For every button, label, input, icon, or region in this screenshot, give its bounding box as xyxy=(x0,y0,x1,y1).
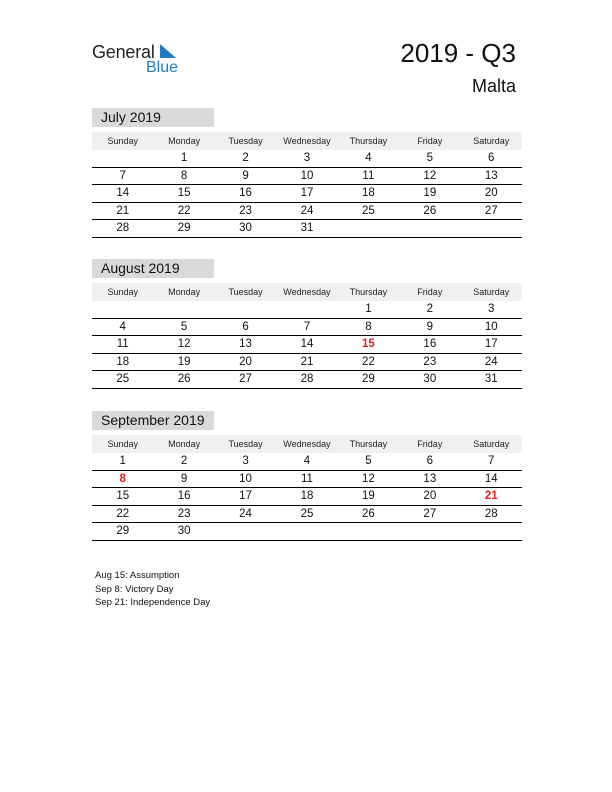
day-cell xyxy=(215,523,276,540)
weekday-name: Wednesday xyxy=(283,136,331,146)
day-cell: 5 xyxy=(426,152,434,164)
day-cell xyxy=(276,301,337,318)
day-cell xyxy=(461,523,522,540)
day-cell xyxy=(92,301,153,318)
weekday-name: Friday xyxy=(417,287,443,297)
weekday-name: Friday xyxy=(417,136,443,146)
day-cell: 2 xyxy=(180,455,188,467)
day-cell: 10 xyxy=(239,472,252,485)
holiday-day-cell: 15 xyxy=(362,338,375,350)
day-cell: 19 xyxy=(423,187,437,199)
weekday-name: Wednesday xyxy=(283,439,331,449)
day-cell: 9 xyxy=(426,320,434,333)
week-row xyxy=(92,471,522,489)
day-cell: 3 xyxy=(242,455,249,467)
week-row xyxy=(92,523,522,541)
day-cell: 28 xyxy=(484,507,498,520)
day-cell: 30 xyxy=(177,525,191,537)
day-cell: 20 xyxy=(484,187,498,199)
day-cell: 7 xyxy=(303,320,311,333)
day-cell: 3 xyxy=(488,303,495,315)
week-row xyxy=(92,319,522,337)
day-cell: 4 xyxy=(119,320,126,333)
day-cell: 14 xyxy=(116,187,130,199)
day-cell: 23 xyxy=(423,355,437,368)
day-cell: 17 xyxy=(239,490,252,502)
week-row xyxy=(92,150,522,168)
day-cell: 19 xyxy=(177,355,191,368)
day-cell xyxy=(153,301,214,318)
month-block xyxy=(92,411,522,541)
day-cell: 2 xyxy=(426,303,434,315)
day-cell: 4 xyxy=(303,455,311,467)
day-cell: 8 xyxy=(365,320,372,333)
weekday-name: Saturday xyxy=(473,439,510,449)
weekday-name: Tuesday xyxy=(228,287,263,297)
day-cell: 22 xyxy=(116,507,130,520)
day-cell xyxy=(338,523,399,540)
weekday-name: Monday xyxy=(168,136,201,146)
day-cell: 15 xyxy=(177,187,191,199)
weekday-name: Sunday xyxy=(107,439,138,449)
day-cell: 27 xyxy=(484,204,498,217)
day-cell: 13 xyxy=(423,472,437,485)
day-cell: 11 xyxy=(116,338,129,350)
logo-word-general: General xyxy=(92,42,155,62)
day-cell: 18 xyxy=(300,490,314,502)
day-cell: 24 xyxy=(239,507,252,520)
day-cell: 1 xyxy=(365,303,372,315)
week-row xyxy=(92,354,522,372)
day-cell: 2 xyxy=(242,152,249,164)
weekday-header-row xyxy=(92,435,522,453)
day-cell: 13 xyxy=(239,338,252,350)
day-cell: 11 xyxy=(362,169,375,182)
weekday-name: Thursday xyxy=(349,287,388,297)
month-title: July 2019 xyxy=(92,108,214,127)
month-block xyxy=(92,108,522,238)
month-block xyxy=(92,259,522,389)
day-cell: 26 xyxy=(362,507,375,520)
day-cell: 28 xyxy=(116,222,130,234)
day-cell: 28 xyxy=(300,373,314,385)
day-cell: 18 xyxy=(116,355,130,368)
country-name: Malta xyxy=(471,76,516,96)
day-cell xyxy=(276,523,337,540)
holiday-note: Sep 8: Victory Day xyxy=(95,583,174,595)
day-cell xyxy=(215,301,276,318)
weekday-name: Wednesday xyxy=(283,287,331,297)
day-cell: 3 xyxy=(303,152,311,164)
day-cell: 9 xyxy=(180,472,188,485)
day-cell: 4 xyxy=(365,152,372,164)
day-cell: 6 xyxy=(426,455,434,467)
day-cell xyxy=(92,150,153,167)
day-cell: 7 xyxy=(119,169,126,182)
weekday-name: Tuesday xyxy=(228,136,263,146)
day-cell: 18 xyxy=(362,187,375,199)
day-cell: 16 xyxy=(239,187,252,199)
day-cell: 26 xyxy=(423,204,437,217)
weekday-name: Thursday xyxy=(349,439,388,449)
day-cell xyxy=(461,220,522,237)
day-cell: 10 xyxy=(484,320,498,333)
holiday-notes xyxy=(95,569,210,610)
page-title: 2019 - Q3 xyxy=(400,38,516,68)
day-cell: 24 xyxy=(484,355,498,368)
day-cell: 12 xyxy=(177,338,191,350)
day-cell xyxy=(399,220,460,237)
day-cell: 12 xyxy=(362,472,375,485)
day-cell xyxy=(399,523,460,540)
day-cell: 20 xyxy=(239,355,252,368)
day-cell: 22 xyxy=(177,204,191,217)
logo-triangle-icon xyxy=(160,44,176,58)
weekday-name: Monday xyxy=(168,439,201,449)
holiday-note: Aug 15: Assumption xyxy=(95,570,180,581)
holiday-day-cell: 8 xyxy=(119,472,126,485)
day-cell: 25 xyxy=(362,204,375,217)
day-cell: 5 xyxy=(365,455,372,467)
day-cell: 22 xyxy=(362,355,375,368)
holiday-day-cell: 21 xyxy=(484,490,498,502)
day-cell: 26 xyxy=(177,373,191,385)
day-cell: 29 xyxy=(177,222,191,234)
day-cell: 31 xyxy=(300,222,314,234)
day-cell: 13 xyxy=(484,169,498,182)
day-cell: 5 xyxy=(180,320,188,333)
day-cell: 24 xyxy=(300,204,314,217)
day-cell xyxy=(338,220,399,237)
week-row xyxy=(92,203,522,221)
weekday-name: Thursday xyxy=(349,136,388,146)
weekday-name: Tuesday xyxy=(228,439,263,449)
week-row xyxy=(92,488,522,506)
day-cell: 1 xyxy=(180,152,188,164)
day-cell: 1 xyxy=(119,455,126,467)
day-cell: 25 xyxy=(300,507,314,520)
day-cell: 9 xyxy=(242,169,249,182)
day-cell: 31 xyxy=(484,373,498,385)
day-cell: 8 xyxy=(180,169,188,182)
day-cell: 17 xyxy=(300,187,314,199)
week-row xyxy=(92,506,522,524)
logo-word-blue: Blue xyxy=(146,59,179,76)
weekday-name: Sunday xyxy=(107,287,138,297)
day-cell: 6 xyxy=(488,152,495,164)
day-cell: 23 xyxy=(177,507,191,520)
week-row xyxy=(92,185,522,203)
weekday-header-row xyxy=(92,283,522,301)
weekday-name: Sunday xyxy=(107,136,138,146)
day-cell: 10 xyxy=(300,169,314,182)
week-row xyxy=(92,453,522,471)
day-cell: 30 xyxy=(239,222,252,234)
day-cell: 6 xyxy=(242,320,249,333)
month-title: September 2019 xyxy=(92,411,214,430)
day-cell: 7 xyxy=(488,455,495,467)
weekday-name: Saturday xyxy=(473,136,510,146)
week-row xyxy=(92,336,522,354)
month-title: August 2019 xyxy=(92,259,214,278)
day-cell: 17 xyxy=(484,338,498,350)
day-cell: 21 xyxy=(116,204,130,217)
day-cell: 16 xyxy=(177,490,191,502)
day-cell: 14 xyxy=(300,338,314,350)
day-cell: 29 xyxy=(116,525,130,537)
day-cell: 25 xyxy=(116,373,130,385)
day-cell: 12 xyxy=(423,169,437,182)
day-cell: 23 xyxy=(239,204,252,217)
day-cell: 15 xyxy=(116,490,130,502)
day-cell: 27 xyxy=(239,373,252,385)
weekday-name: Saturday xyxy=(473,287,510,297)
day-cell: 19 xyxy=(362,490,375,502)
week-row xyxy=(92,220,522,238)
day-cell: 21 xyxy=(300,355,314,368)
day-cell: 11 xyxy=(301,472,313,485)
week-row xyxy=(92,168,522,186)
day-cell: 16 xyxy=(423,338,437,350)
weekday-header-row xyxy=(92,132,522,150)
week-row xyxy=(92,301,522,319)
brand-logo xyxy=(92,40,202,80)
day-cell: 30 xyxy=(423,373,437,385)
day-cell: 20 xyxy=(423,490,437,502)
day-cell: 14 xyxy=(484,472,498,485)
day-cell: 29 xyxy=(362,373,375,385)
weekday-name: Monday xyxy=(168,287,201,297)
day-cell: 27 xyxy=(423,507,437,520)
holiday-note: Sep 21: Independence Day xyxy=(95,597,211,608)
week-row xyxy=(92,371,522,389)
weekday-name: Friday xyxy=(417,439,443,449)
